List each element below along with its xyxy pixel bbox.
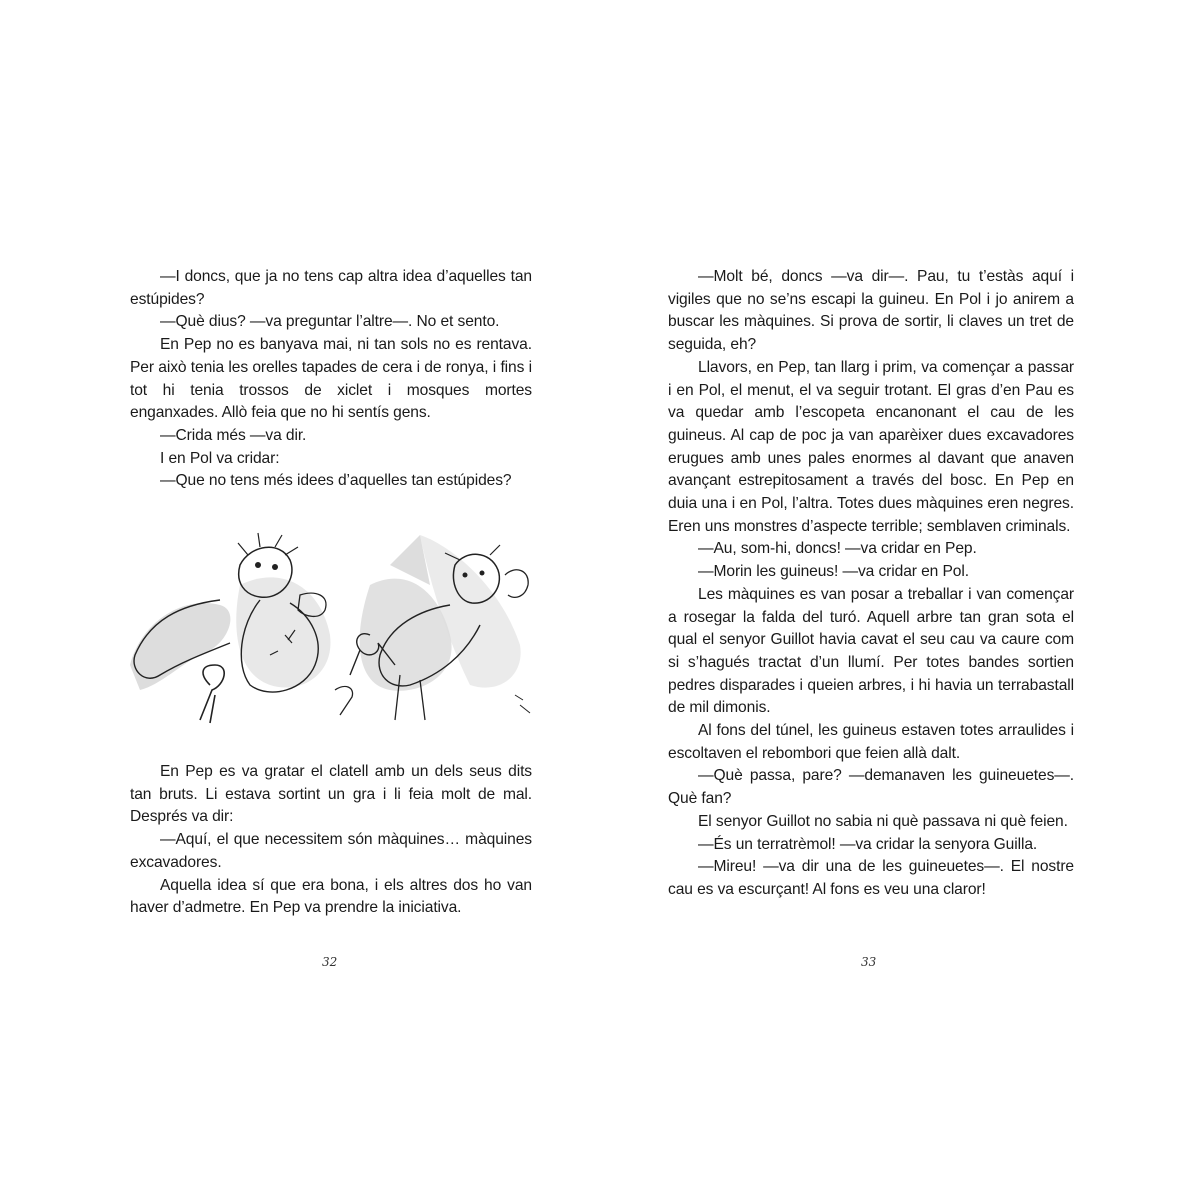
paragraph: —Crida més —va dir. — [160, 426, 307, 444]
paragraph: —Què passa, pare? —demanaven les guineuetes—. Què fan? — [668, 767, 1074, 808]
paragraph: —Au, som-hi, doncs! —va cridar en Pep. — [698, 540, 977, 558]
paragraph: —Mireu! —va dir una de les guineuetes—. El nostre cau es va escurçant! Al fons es veu una claror! — [668, 858, 1074, 898]
left-page-bottom-text — [130, 761, 532, 920]
paragraph: —Que no tens més idees d’aquelles tan estúpides? — [160, 472, 512, 490]
paragraph: —Què dius? —va preguntar l’altre—. No et sento. — [160, 313, 500, 331]
right-page — [668, 266, 1074, 902]
paragraph: Les màquines es van posar a treballar i van començar a rosegar la falda del turó. Aquell arbre tan gran sota el qual el senyor Guillot havia cavat el seu cau va caure com si s’hagués tractat d’un llumí. Per totes bandes sortien pedres disparades i queien arbres, i hi havia un terrabastall de mil dimonis. — [668, 585, 1074, 717]
farmers-illustration — [120, 525, 540, 725]
page-number-right: 33 — [861, 955, 877, 969]
paragraph: En Pep es va gratar el clatell amb un dels seus dits tan bruts. Li estava sortint un gra i li feia molt de mal. Després va dir: — [130, 763, 532, 826]
paragraph: —Morin les guineus! —va cridar en Pol. — [698, 563, 969, 581]
paragraph: Aquella idea sí que era bona, i els altres dos ho van haver d’admetre. En Pep va prendre la iniciativa. — [130, 876, 532, 917]
paragraph: El senyor Guillot no sabia ni què passava ni què feien. — [698, 812, 1068, 830]
paragraph: I en Pol va cridar: — [160, 449, 280, 467]
page-number-left: 32 — [322, 955, 338, 969]
paragraph: —És un terratrèmol! —va cridar la senyora Guilla. — [698, 835, 1038, 853]
paragraph: —I doncs, que ja no tens cap altra idea d’aquelles tan estúpides? — [130, 268, 532, 308]
paragraph: —Aquí, el que necessitem són màquines… màquines excavadores. — [130, 831, 532, 871]
paragraph: En Pep no es banyava mai, ni tan sols no es rentava. Per això tenia les orelles tapades de cera i de ronya, i fins i tot hi tenia trossos de xiclet i mosques mortes enganxades. Allò feia que no hi sentís gens. — [130, 336, 532, 422]
paragraph: Llavors, en Pep, tan llarg i prim, va començar a passar i en Pol, el menut, el va seguir trotant. El gras d’en Pau es va quedar amb l’escopeta encanonant el cau de les guineus. Al cap de poc ja van aparèixer dues excavadores erugues amb unes pales enormes al davant que anaven avançant estrepitosament a través del bosc. En Pep en duia una i en Pol, l’altra. Totes dues màquines eren negres. Eren uns monstres d’aspecte terrible; semblaven criminals. — [668, 358, 1074, 535]
paragraph: Al fons del túnel, les guineus estaven totes arraulides i escoltaven el rebombori que feien allà dalt. — [668, 722, 1074, 762]
paragraph: —Molt bé, doncs —va dir—. Pau, tu t’estàs aquí i vigiles que no se’ns escapi la guineu. En Pol i jo anirem a buscar les màquines. Si prova de sortir, li claves un tret de seguida, eh? — [668, 268, 1074, 354]
